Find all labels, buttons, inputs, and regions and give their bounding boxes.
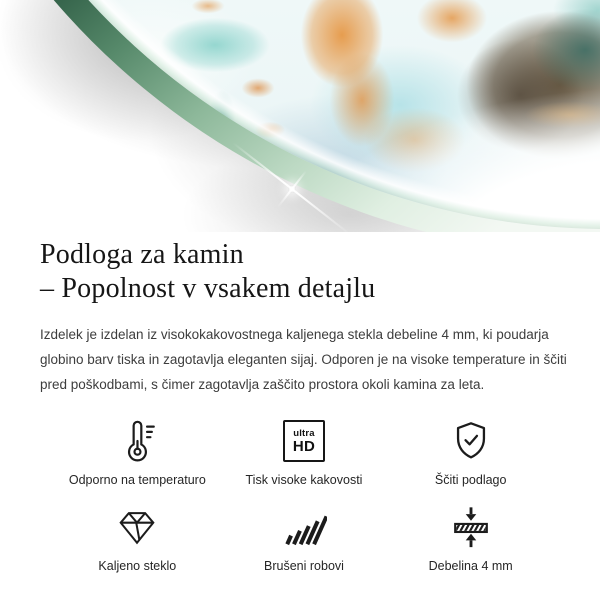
feature-polished-edges [221,503,388,573]
shield-check-icon [448,417,494,465]
polished-edges-icon [281,503,327,551]
feature-label: Ščiti podlago [434,473,507,487]
title-line-1: Podloga za kamin [40,239,244,270]
page-title [40,232,568,306]
title-line-2: – Popolnost v vsakem detajlu [40,273,376,304]
feature-grid [54,417,554,573]
feature-label: Kaljeno steklo [98,559,177,573]
feature-tempered-glass [54,503,221,573]
ultra-hd-icon [283,417,325,465]
thermometer-icon [114,417,160,465]
feature-protection [387,417,554,487]
product-info [0,232,600,573]
feature-thickness [387,503,554,573]
feature-print-quality [221,417,388,487]
feature-label: Brušeni robovi [264,559,344,573]
feature-label: Tisk visoke kakovosti [245,473,363,487]
feature-label: Odporno na temperaturo [68,473,206,487]
product-description: Izdelek je izdelan iz visokokakovostnega kaljenega stekla debeline 4 mm, ki poudarja globino barv tiska in zagotavlja eleganten sijaj. Odporen je na visoke temperature in ščiti pred poškodbami, s čimer zagotavlja zaščito prostora okoli kamina za leta. [40,327,567,392]
feature-temperature [54,417,221,487]
ultra-hd-icon-text-bottom: HD [292,437,316,455]
feature-label: Debelina 4 mm [428,559,513,573]
diamond-icon [113,503,161,551]
product-image [0,0,600,232]
thickness-icon [448,503,494,551]
ultra-hd-icon-text-top: ultra [293,427,315,439]
